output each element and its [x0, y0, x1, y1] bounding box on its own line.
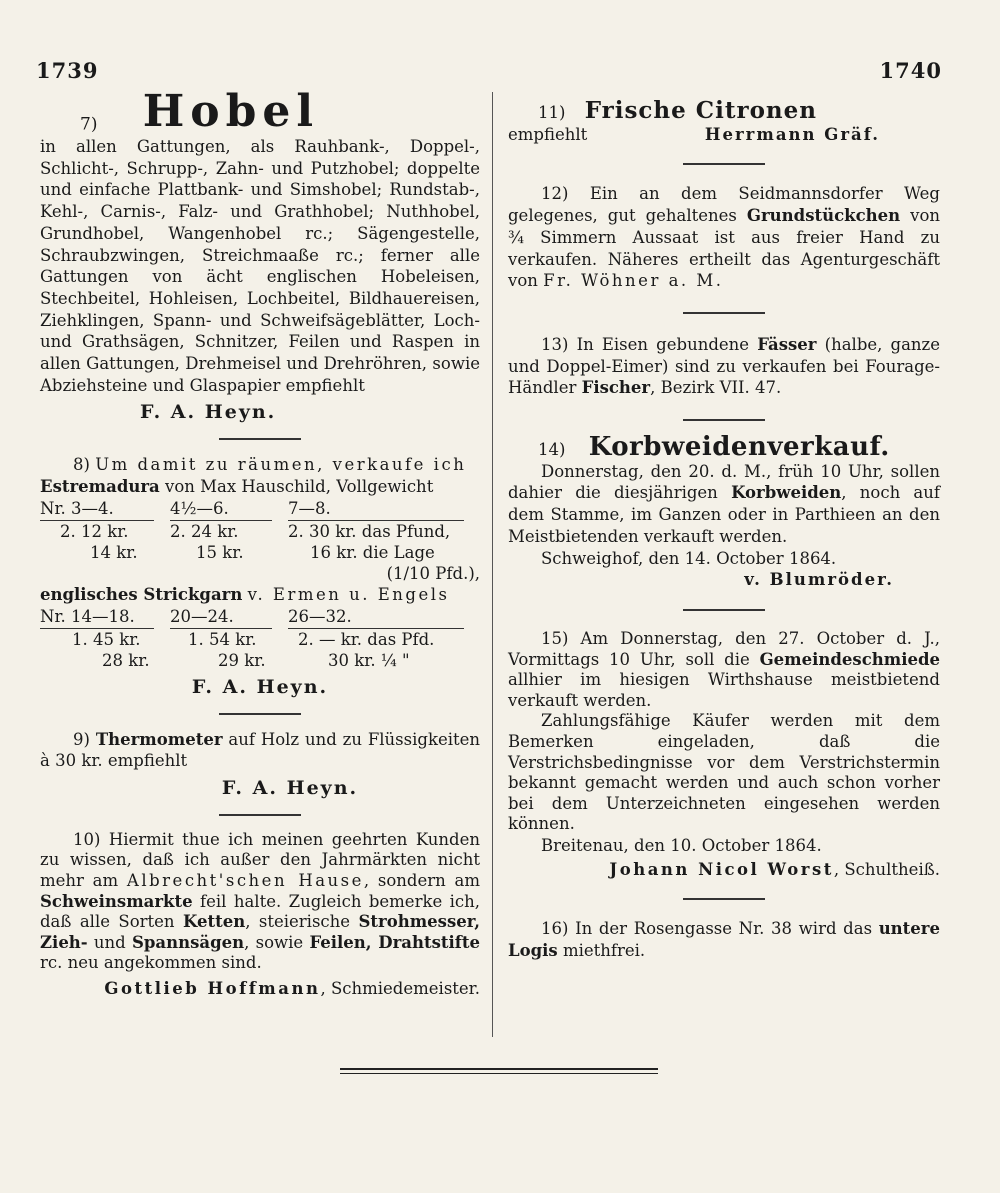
ad-16-bold: untere Logis [508, 919, 940, 960]
ad-10-text: , sowie [244, 932, 304, 952]
table1-header: 7—8. [288, 498, 464, 521]
ad-10-spaced: Albrecht'schen Hause [126, 870, 364, 890]
ad-14-text: , noch auf dem Stamme, im Ganzen oder in Parthieen an den Meistbietenden verkauft werden. [508, 483, 941, 546]
ad-7-body: in allen Gattungen, als Rauhbank-, Doppel-, Schlicht-, Schrupp-, Zahn- und Putzhobel; doppelte und einfache Plattbank- und Simshobel; Rundstab-, Kehl-, Carnis-, Falz- und Grathhobel; Nuthhobel, Grundhobel, Wangenhobel rc.; Sägengestelle, Schraubzwingen, Streichmaaße rc.; ferner alle Gattungen von ächt englischen Hobeleisen, Stechbeitel, Hohleisen, Lochbeitel, Bildhauereisen, Ziehklingen, Spann- und Schweifsägeblätter, Loch- und Grathsägen, Schnitzer, Feilen und Raspen in allen Gattungen, Drehmeisel und Drehröhren, sowie Abziehsteine und Glaspapier empfiehlt [40, 137, 480, 395]
ad-10-text: feil halte. Zugleich bemerke ich, daß alle Sorten [40, 891, 481, 932]
ad-8-product2-name: englisches Strickgarn [40, 585, 243, 605]
table1-header: 4½—6. [170, 498, 272, 521]
ad-7-signature: F. A. Heyn. [140, 401, 277, 424]
ad-8-product1-rest: von Max Hauschild, Vollgewicht [165, 476, 434, 496]
ad-15-bold: Gemeindeschmiede [759, 649, 940, 669]
ad-14-place-date: Schweighof, den 14. October 1864. [541, 548, 837, 568]
ad-11-signature: Herrmann Gräf. [704, 124, 880, 144]
ad-13-bold: Fischer [581, 378, 651, 398]
separator [219, 438, 301, 440]
ad-16 [508, 918, 940, 961]
table1-cell: 2. 12 kr. [60, 521, 129, 541]
ad-11-lead: empfiehlt [508, 124, 588, 144]
ad-7 [40, 88, 480, 424]
ad-9-rest: auf Holz und zu Flüssigkeiten à 30 kr. empfiehlt [40, 729, 481, 771]
ad-16-text: miethfrei. [562, 941, 646, 960]
ad-12 [508, 183, 940, 292]
ad-10-signature-title: , Schmiedemeister. [320, 978, 480, 998]
table1-cell: 2. 30 kr. das Pfund, [288, 521, 451, 541]
ad-14-text: Donnerstag, den 20. d. M., früh 10 Uhr, sollen dahier die diesjährigen [508, 461, 940, 503]
left-column [40, 88, 480, 1000]
ad-10-bold: Feilen, Drahtstifte [309, 932, 480, 952]
table2-cell: 2. — kr. das Pfd. [298, 629, 435, 649]
right-column [508, 88, 940, 962]
ad-13-text: 13) In Eisen gebundene [541, 334, 750, 354]
ad-13-bold: Fässer [757, 334, 817, 354]
ad-11 [508, 97, 940, 145]
ad-15-para2: Zahlungsfähige Käufer werden mit dem Bemerken eingeladen, daß die Verstrichsbedingnisse vor dem Verstrichstermin bekannt gemacht werden und auch schon vorher bei dem Unterzeichneten eingesehen werden können. [508, 711, 940, 834]
ad-10-number: 10) [73, 829, 101, 849]
ad-15-signature [508, 859, 940, 881]
ad-13 [508, 334, 940, 399]
table1-cell: 16 kr. die Lage [310, 542, 435, 562]
ad-8-product1-name: Estremadura [40, 476, 160, 496]
table2-cell: 1. 45 kr. [72, 629, 141, 649]
bottom-double-rule [340, 1068, 658, 1070]
table1-cell: 2. 24 kr. [170, 521, 239, 541]
ad-10-bold: Schweinsmarkte [40, 891, 193, 911]
table2-cell: 29 kr. [218, 650, 266, 670]
ad-10-text: Hiermit thue ich meinen geehrten Kunden zu wissen, daß ich außer den Jahrmärkten nicht mehr am [40, 829, 480, 890]
ad-10-bold: Strohmesser, Zieh- [40, 912, 480, 952]
ad-15-place-date: Breitenau, den 10. October 1864. [541, 835, 822, 855]
price-table-2 [40, 606, 480, 671]
ad-10-text: und [93, 932, 126, 952]
ad-10-signature [40, 978, 480, 1000]
table2-cell: 28 kr. [102, 650, 150, 670]
ad-9-signature: F. A. Heyn. [221, 777, 359, 800]
ad-8 [40, 454, 480, 699]
ad-13-text: , Bezirk VII. 47. [650, 378, 782, 398]
price-table-1 [40, 498, 480, 563]
ad-12-spaced: Fr. Wöhner a. M. [543, 271, 724, 291]
table1-note: (1/10 Pfd.), [386, 563, 480, 583]
separator [683, 312, 765, 314]
ad-9-number: 9) [73, 729, 90, 749]
separator [683, 163, 765, 165]
table1-header: Nr. 3—4. [40, 498, 154, 521]
column-divider [492, 92, 493, 1037]
ad-14-signature: v. Blumröder. [744, 570, 894, 590]
ad-12-text: von ¾ Simmern Aussaat ist aus freier Hand zu verkaufen. Näheres ertheilt das Agenturgeschäft von [508, 206, 941, 291]
page-number-left: 1739 [36, 58, 99, 83]
ad-11-number: 11) [538, 103, 566, 122]
table2-header: 26—32. [288, 606, 464, 629]
ad-15-signature-title: , Schultheiß. [833, 859, 940, 879]
ad-15-signature-name: Johann Nicol Worst [609, 859, 834, 879]
ad-15 [508, 629, 940, 880]
ad-9 [40, 729, 480, 800]
ad-10-bold: Ketten [183, 912, 246, 932]
table2-header: Nr. 14—18. [40, 606, 154, 629]
ad-7-title: Hobel [142, 86, 320, 137]
bottom-double-rule [340, 1073, 658, 1074]
ad-14 [508, 432, 941, 591]
ad-14-title: Korbweidenverkauf. [588, 432, 890, 463]
ad-8-number: 8) [73, 455, 90, 475]
separator [683, 609, 765, 611]
ad-10 [40, 830, 480, 1000]
page-number-right: 1740 [879, 58, 942, 83]
separator [683, 419, 765, 421]
ad-10-text: , sondern am [363, 870, 480, 890]
table2-cell: 30 kr. ¼ " [328, 650, 410, 670]
table1-cell: 14 kr. [90, 542, 138, 562]
ad-14-number: 14) [538, 440, 566, 460]
ad-15-text: allhier im hiesigen Wirthshause meistbietend verkauft werden. [508, 670, 940, 710]
separator [219, 713, 301, 715]
ad-11-title: Frische Citronen [584, 97, 817, 124]
ad-12-bold: Grundstückchen [746, 206, 901, 226]
ad-9-bold: Thermometer [95, 729, 223, 749]
table1-cell: 15 kr. [196, 542, 244, 562]
ad-15-text: 15) Am Donnerstag, den 27. October d. J., Vormittags 10 Uhr, soll die [508, 628, 940, 669]
ad-7-number: 7) [80, 114, 98, 135]
table2-header: 20—24. [170, 606, 272, 629]
table2-cell: 1. 54 kr. [188, 629, 257, 649]
ad-13-text: (halbe, ganze und Doppel-Eimer) sind zu verkaufen bei Fourage-Händler [508, 334, 941, 398]
separator [219, 814, 301, 816]
ad-12-text: 12) Ein an dem Seidmannsdorfer Weg gelegenes, gut gehaltenes [508, 184, 940, 226]
ad-10-text: , steierische [245, 912, 351, 932]
ad-8-product2-rest: v. Ermen u. Engels [247, 585, 450, 605]
ad-8-intro: Um damit zu räumen, verkaufe ich [95, 455, 467, 475]
separator [683, 898, 765, 900]
ad-10-text: rc. neu angekommen sind. [40, 953, 262, 973]
ad-16-text: 16) In der Rosengasse Nr. 38 wird das [541, 919, 873, 939]
ad-8-signature: F. A. Heyn. [191, 675, 329, 698]
ad-14-bold: Korbweiden [731, 483, 842, 503]
ad-10-bold: Spannsägen [131, 932, 245, 952]
ad-10-signature-name: Gottlieb Hoffmann [104, 978, 321, 998]
